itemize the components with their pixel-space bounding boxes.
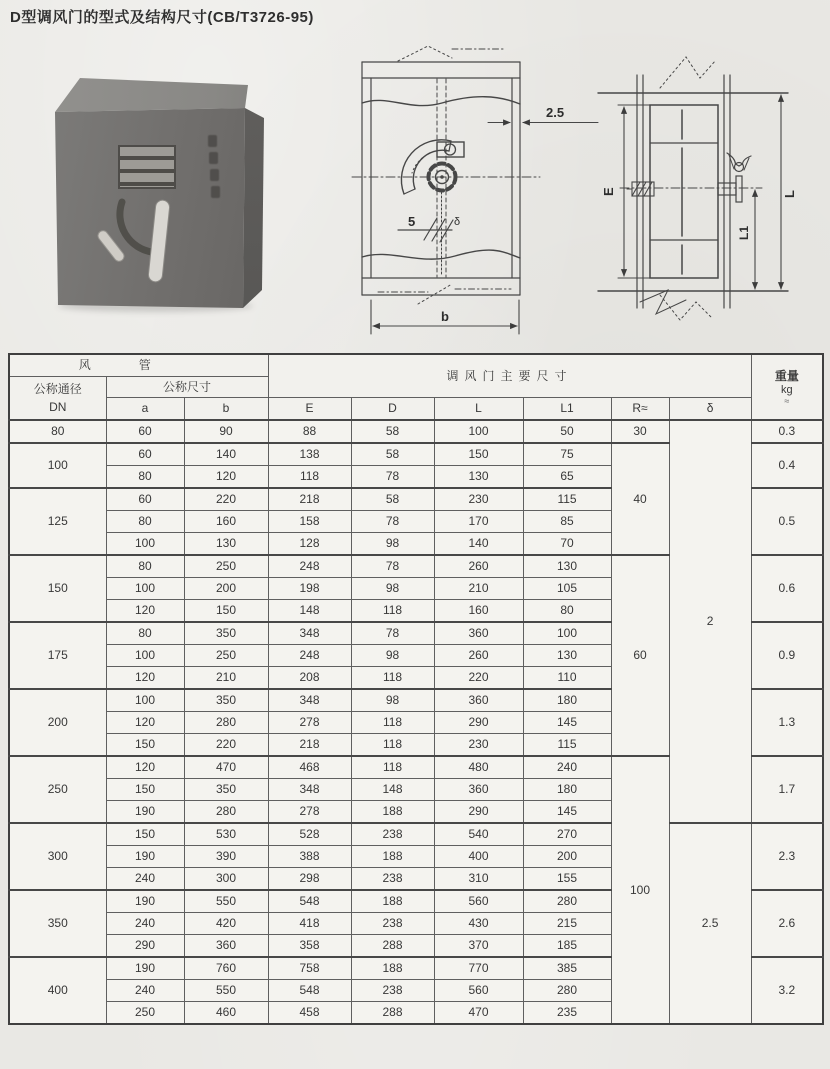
- cell-l: 260: [434, 555, 523, 578]
- label-l1: L1: [737, 225, 751, 240]
- cell-b: 280: [184, 801, 268, 824]
- cell-a: 80: [106, 466, 184, 489]
- cell-d: 238: [351, 913, 434, 935]
- cell-d: 98: [351, 645, 434, 667]
- cell-a: 80: [106, 511, 184, 533]
- cell-e: 148: [268, 600, 351, 623]
- cell-r: 40: [611, 443, 669, 555]
- page-title: D型调风门的型式及结构尺寸(CB/T3726-95): [10, 9, 314, 26]
- cell-l: 170: [434, 511, 523, 533]
- cell-l: 770: [434, 957, 523, 980]
- header-duct-group: 风管: [9, 354, 268, 377]
- header-dn-label: 公称通径: [33, 382, 82, 396]
- cell-weight: 2.3: [751, 823, 823, 890]
- label-delta: δ: [454, 216, 461, 228]
- cell-a: 240: [106, 913, 184, 935]
- cell-d: 98: [351, 578, 434, 600]
- cell-e: 218: [268, 734, 351, 757]
- cell-dn: 150: [9, 555, 106, 622]
- header-dn-code: DN: [49, 400, 67, 414]
- technical-drawings: [0, 40, 830, 350]
- cell-b: 160: [184, 511, 268, 533]
- cell-l: 480: [434, 756, 523, 779]
- cell-b: 350: [184, 779, 268, 801]
- cell-b: 390: [184, 846, 268, 868]
- cell-b: 150: [184, 600, 268, 623]
- cell-b: 120: [184, 466, 268, 489]
- cell-weight: 0.9: [751, 622, 823, 689]
- cell-e: 468: [268, 756, 351, 779]
- label-l: L: [782, 190, 797, 198]
- cell-d: 58: [351, 443, 434, 466]
- cell-a: 150: [106, 734, 184, 757]
- cell-e: 388: [268, 846, 351, 868]
- cell-d: 98: [351, 689, 434, 712]
- header-nominal-size: 公称尺寸: [106, 377, 268, 398]
- cell-b: 130: [184, 533, 268, 556]
- cell-d: 188: [351, 801, 434, 824]
- cell-l1: 75: [523, 443, 611, 466]
- cell-d: 98: [351, 533, 434, 556]
- cell-d: 288: [351, 935, 434, 958]
- header-col-d: D: [351, 398, 434, 421]
- cell-r: 60: [611, 555, 669, 756]
- cell-l1: 145: [523, 712, 611, 734]
- cell-b: 220: [184, 734, 268, 757]
- cell-dn: 350: [9, 890, 106, 957]
- header-col-e: E: [268, 398, 351, 421]
- cell-a: 190: [106, 957, 184, 980]
- cell-l: 210: [434, 578, 523, 600]
- header-col-l: L: [434, 398, 523, 421]
- cell-e: 158: [268, 511, 351, 533]
- cell-l: 290: [434, 801, 523, 824]
- cell-a: 100: [106, 533, 184, 556]
- cell-l1: 155: [523, 868, 611, 891]
- cell-l: 100: [434, 420, 523, 443]
- cell-e: 348: [268, 622, 351, 645]
- cell-weight: 1.7: [751, 756, 823, 823]
- cell-b: 140: [184, 443, 268, 466]
- cell-l: 230: [434, 734, 523, 757]
- cell-e: 458: [268, 1002, 351, 1025]
- cell-e: 138: [268, 443, 351, 466]
- cell-b: 280: [184, 712, 268, 734]
- cell-b: 350: [184, 622, 268, 645]
- header-col-r: R≈: [611, 398, 669, 421]
- cell-d: 148: [351, 779, 434, 801]
- cell-e: 248: [268, 555, 351, 578]
- cell-b: 530: [184, 823, 268, 846]
- cell-b: 550: [184, 980, 268, 1002]
- cell-d: 118: [351, 667, 434, 690]
- cell-e: 278: [268, 801, 351, 824]
- cell-dn: 400: [9, 957, 106, 1024]
- wing-nut-handle: [718, 153, 751, 202]
- cell-d: 78: [351, 511, 434, 533]
- cell-l1: 115: [523, 488, 611, 511]
- cell-b: 550: [184, 890, 268, 913]
- cell-e: 278: [268, 712, 351, 734]
- cell-e: 218: [268, 488, 351, 511]
- cell-e: 348: [268, 779, 351, 801]
- table-header: [9, 354, 823, 420]
- cell-l1: 100: [523, 622, 611, 645]
- cell-a: 290: [106, 935, 184, 958]
- cell-l1: 145: [523, 801, 611, 824]
- cell-b: 250: [184, 555, 268, 578]
- cell-b: 460: [184, 1002, 268, 1025]
- cell-weight: 2.6: [751, 890, 823, 957]
- cell-a: 240: [106, 868, 184, 891]
- cell-l1: 105: [523, 578, 611, 600]
- side-view-drawing: [598, 57, 788, 320]
- cell-e: 248: [268, 645, 351, 667]
- cell-delta: 2: [669, 420, 751, 823]
- cell-dn: 100: [9, 443, 106, 488]
- dimension-table: [8, 353, 824, 1025]
- cell-b: 360: [184, 935, 268, 958]
- cell-b: 200: [184, 578, 268, 600]
- cell-l1: 200: [523, 846, 611, 868]
- cell-d: 58: [351, 420, 434, 443]
- cell-weight: 1.3: [751, 689, 823, 756]
- cell-a: 120: [106, 600, 184, 623]
- cell-weight: 0.4: [751, 443, 823, 488]
- cell-d: 118: [351, 600, 434, 623]
- cell-d: 118: [351, 756, 434, 779]
- cell-a: 150: [106, 779, 184, 801]
- header-weight-unit: kg: [781, 384, 793, 397]
- cell-l1: 50: [523, 420, 611, 443]
- header-damper-group: 调风门主要尺寸: [268, 354, 751, 398]
- cell-l1: 235: [523, 1002, 611, 1025]
- cell-l: 370: [434, 935, 523, 958]
- label-b: b: [441, 309, 449, 324]
- cell-e: 88: [268, 420, 351, 443]
- cell-l: 540: [434, 823, 523, 846]
- label-wall-thickness: 2.5: [546, 105, 565, 120]
- cell-a: 60: [106, 443, 184, 466]
- cell-l1: 215: [523, 913, 611, 935]
- cell-b: 300: [184, 868, 268, 891]
- cell-d: 78: [351, 555, 434, 578]
- cell-l1: 70: [523, 533, 611, 556]
- cell-d: 188: [351, 957, 434, 980]
- cell-b: 470: [184, 756, 268, 779]
- cell-e: 548: [268, 890, 351, 913]
- cell-l1: 385: [523, 957, 611, 980]
- cell-dn: 200: [9, 689, 106, 756]
- cell-r: 100: [611, 756, 669, 1024]
- header-col-l1: L1: [523, 398, 611, 421]
- dimension-table-body: [9, 420, 823, 1024]
- cell-e: 118: [268, 466, 351, 489]
- cell-a: 250: [106, 1002, 184, 1025]
- cell-l: 310: [434, 868, 523, 891]
- cell-l: 220: [434, 667, 523, 690]
- cell-l: 160: [434, 600, 523, 623]
- cell-l1: 240: [523, 756, 611, 779]
- table-row: [9, 420, 823, 443]
- cell-d: 78: [351, 466, 434, 489]
- cell-l: 140: [434, 533, 523, 556]
- cell-l: 560: [434, 890, 523, 913]
- cell-dn: 300: [9, 823, 106, 890]
- cell-delta: 2.5: [669, 823, 751, 1024]
- cell-a: 120: [106, 712, 184, 734]
- cell-b: 350: [184, 689, 268, 712]
- header-weight: [751, 354, 823, 420]
- cell-l1: 130: [523, 645, 611, 667]
- cell-l: 260: [434, 645, 523, 667]
- cell-e: 128: [268, 533, 351, 556]
- cell-a: 60: [106, 488, 184, 511]
- label-e: E: [601, 187, 616, 196]
- header-col-delta: δ: [669, 398, 751, 421]
- cell-l: 150: [434, 443, 523, 466]
- cell-b: 420: [184, 913, 268, 935]
- cell-l1: 80: [523, 600, 611, 623]
- cell-e: 758: [268, 957, 351, 980]
- cell-a: 80: [106, 555, 184, 578]
- cell-l: 130: [434, 466, 523, 489]
- label-blade-5: 5: [408, 214, 416, 229]
- cell-l: 230: [434, 488, 523, 511]
- cell-d: 188: [351, 846, 434, 868]
- cell-dn: 175: [9, 622, 106, 689]
- cell-l1: 110: [523, 667, 611, 690]
- cell-d: 118: [351, 712, 434, 734]
- cell-a: 100: [106, 689, 184, 712]
- cell-d: 238: [351, 823, 434, 846]
- cell-dn: 80: [9, 420, 106, 443]
- cell-r: 30: [611, 420, 669, 443]
- cell-e: 528: [268, 823, 351, 846]
- cell-l1: 115: [523, 734, 611, 757]
- header-weight-approx: ≈: [784, 395, 790, 406]
- header-dn: [9, 377, 106, 421]
- cell-d: 58: [351, 488, 434, 511]
- cell-a: 240: [106, 980, 184, 1002]
- cell-a: 120: [106, 756, 184, 779]
- cell-l1: 185: [523, 935, 611, 958]
- cell-l1: 65: [523, 466, 611, 489]
- cell-a: 190: [106, 801, 184, 824]
- dim-blade: [398, 218, 453, 242]
- table-row: [9, 823, 823, 846]
- cell-e: 198: [268, 578, 351, 600]
- cell-l1: 180: [523, 779, 611, 801]
- cell-a: 60: [106, 420, 184, 443]
- cell-d: 118: [351, 734, 434, 757]
- cell-weight: 3.2: [751, 957, 823, 1024]
- cell-l: 430: [434, 913, 523, 935]
- cell-a: 100: [106, 578, 184, 600]
- header-col-a: a: [106, 398, 184, 421]
- cell-l1: 280: [523, 980, 611, 1002]
- cell-e: 358: [268, 935, 351, 958]
- cell-a: 190: [106, 890, 184, 913]
- cell-e: 298: [268, 868, 351, 891]
- cell-l1: 180: [523, 689, 611, 712]
- cell-b: 210: [184, 667, 268, 690]
- cell-l: 360: [434, 689, 523, 712]
- cell-weight: 0.5: [751, 488, 823, 555]
- cell-d: 238: [351, 868, 434, 891]
- cell-l1: 270: [523, 823, 611, 846]
- front-view-labels: [408, 105, 564, 324]
- front-view-drawing: [352, 46, 598, 334]
- cell-l: 290: [434, 712, 523, 734]
- cell-e: 208: [268, 667, 351, 690]
- cell-d: 288: [351, 1002, 434, 1025]
- cell-e: 548: [268, 980, 351, 1002]
- cell-b: 220: [184, 488, 268, 511]
- side-view-labels: [601, 187, 797, 240]
- cell-weight: 0.6: [751, 555, 823, 622]
- cell-b: 90: [184, 420, 268, 443]
- cell-l: 400: [434, 846, 523, 868]
- header-weight-label: 重量: [774, 369, 799, 384]
- cell-a: 100: [106, 645, 184, 667]
- cell-e: 348: [268, 689, 351, 712]
- cell-l1: 130: [523, 555, 611, 578]
- cell-d: 238: [351, 980, 434, 1002]
- cell-d: 78: [351, 622, 434, 645]
- cell-dn: 250: [9, 756, 106, 823]
- cell-weight: 0.3: [751, 420, 823, 443]
- cell-b: 250: [184, 645, 268, 667]
- cell-a: 190: [106, 846, 184, 868]
- photo-handle: [96, 199, 170, 282]
- cell-d: 188: [351, 890, 434, 913]
- cell-l: 360: [434, 622, 523, 645]
- cell-l: 360: [434, 779, 523, 801]
- cell-a: 150: [106, 823, 184, 846]
- cell-e: 418: [268, 913, 351, 935]
- cell-l: 560: [434, 980, 523, 1002]
- cell-dn: 125: [9, 488, 106, 555]
- cell-a: 120: [106, 667, 184, 690]
- header-col-b: b: [184, 398, 268, 421]
- cell-l1: 280: [523, 890, 611, 913]
- cell-l1: 85: [523, 511, 611, 533]
- cell-a: 80: [106, 622, 184, 645]
- cell-l: 470: [434, 1002, 523, 1025]
- cell-b: 760: [184, 957, 268, 980]
